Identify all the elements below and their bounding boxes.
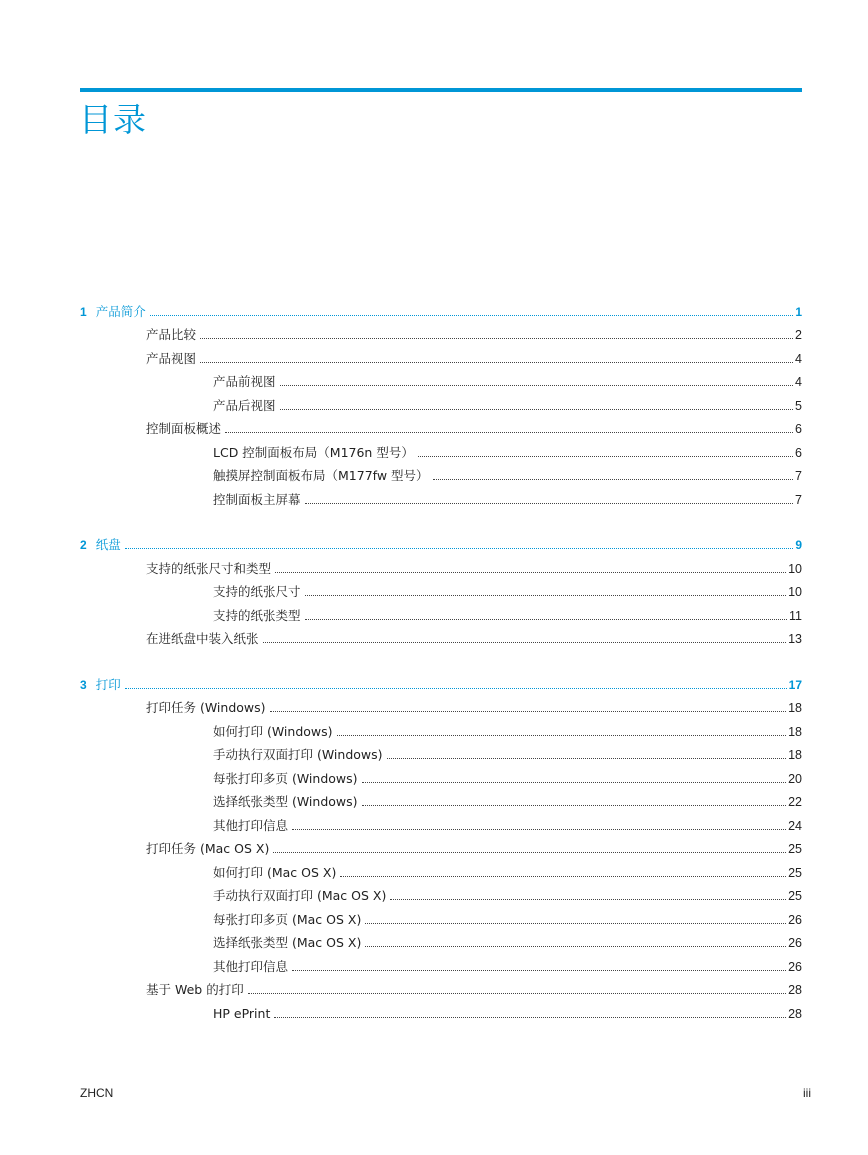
dot-leader — [292, 829, 786, 830]
toc-chapter-number: 2 — [80, 538, 87, 552]
toc-entry-label: 手动执行双面打印 (Mac OS X) — [213, 888, 387, 903]
toc-chapter-link[interactable] — [80, 296, 802, 320]
toc-entry-label: 选择纸张类型 (Windows) — [213, 794, 358, 809]
toc-entry[interactable] — [80, 975, 802, 999]
toc-entry-label: 每张打印多页 (Mac OS X) — [213, 911, 362, 927]
dot-leader — [270, 711, 787, 712]
toc-page-number: 13 — [788, 632, 802, 646]
dot-leader — [125, 548, 794, 549]
toc-entry-label: 如何打印 (Mac OS X) — [213, 864, 337, 880]
toc-chapter-title: 产品简介 — [95, 303, 146, 319]
toc-page-number: 20 — [788, 771, 802, 786]
toc-entry-label: 支持的纸张类型 — [213, 607, 301, 623]
toc-entry-label: 选择纸张类型 (Mac OS X) — [213, 935, 362, 950]
dot-leader — [263, 642, 787, 643]
toc-entry[interactable] — [80, 600, 802, 624]
dot-leader — [280, 385, 794, 386]
toc-entry[interactable] — [80, 437, 802, 461]
title-rule — [80, 88, 802, 92]
toc-entry[interactable] — [80, 763, 802, 787]
dot-leader — [387, 758, 787, 759]
dot-leader — [390, 899, 786, 900]
toc-page-number: 25 — [788, 842, 802, 856]
toc-entry-label: 手动执行双面打印 (Windows) — [213, 747, 383, 762]
dot-leader — [305, 619, 788, 620]
toc-entry-label: 如何打印 (Windows) — [213, 723, 333, 739]
toc-entry[interactable] — [80, 414, 802, 438]
toc-entry-label: HP ePrint — [213, 1005, 271, 1021]
toc-page-number: 2 — [795, 328, 802, 342]
toc-entry[interactable] — [80, 857, 802, 881]
toc-entry[interactable] — [80, 904, 802, 928]
toc-entry-label: 产品比较 — [146, 327, 197, 342]
toc-chapter — [80, 530, 802, 648]
toc-chapter-title: 打印 — [95, 676, 121, 692]
toc-entry-label: 打印任务 (Mac OS X) — [146, 841, 270, 856]
toc-entry-label: 其他打印信息 — [213, 817, 289, 833]
toc-page-number: 18 — [788, 724, 802, 739]
toc-page-number: 9 — [795, 538, 802, 552]
toc-page-number: 28 — [788, 983, 802, 997]
toc-chapter-label — [80, 677, 121, 693]
toc-page-number: 7 — [795, 469, 802, 483]
toc-page-number: 25 — [788, 889, 802, 903]
toc-chapter-number: 1 — [80, 304, 87, 319]
toc-entry[interactable] — [80, 484, 802, 508]
footer-language-code: ZHCN — [80, 1086, 114, 1100]
dot-leader — [200, 362, 793, 363]
toc-entry-label: 控制面板概述 — [146, 421, 222, 436]
dot-leader — [305, 503, 794, 504]
toc-page-number: 22 — [788, 795, 802, 809]
toc-page-number: 28 — [788, 1006, 802, 1021]
toc-entry[interactable] — [80, 461, 802, 485]
toc-page-number: 18 — [788, 748, 802, 762]
toc-entry[interactable] — [80, 693, 802, 717]
toc-page-number: 24 — [788, 818, 802, 833]
toc-entry-label: 控制面板主屏幕 — [213, 491, 301, 507]
dot-leader — [200, 338, 793, 339]
toc-chapter-number: 3 — [80, 677, 87, 692]
toc-entry[interactable] — [80, 320, 802, 344]
toc-entry-label: 在进纸盘中装入纸张 — [146, 631, 259, 646]
toc-entry-label: 打印任务 (Windows) — [146, 700, 266, 715]
dot-leader — [273, 852, 786, 853]
toc-entry[interactable] — [80, 367, 802, 391]
toc-page-number: 17 — [788, 677, 802, 692]
dot-leader — [225, 432, 793, 433]
toc-entry[interactable] — [80, 810, 802, 834]
toc-entry[interactable] — [80, 928, 802, 952]
toc-entry[interactable] — [80, 998, 802, 1022]
dot-leader — [340, 876, 786, 877]
toc-chapter-title: 纸盘 — [95, 537, 121, 552]
toc-page-number: 10 — [788, 561, 802, 576]
table-of-contents — [80, 296, 802, 1044]
toc-entry-label: 基于 Web 的打印 — [146, 982, 244, 997]
toc-entry[interactable] — [80, 577, 802, 601]
dot-leader — [292, 970, 786, 971]
toc-entry-label: 产品前视图 — [213, 374, 276, 389]
toc-page-number: 18 — [788, 701, 802, 715]
dot-leader — [365, 946, 786, 947]
toc-page-number: 4 — [795, 375, 802, 389]
dot-leader — [418, 456, 793, 457]
toc-entry[interactable] — [80, 881, 802, 905]
toc-entry-label: 每张打印多页 (Windows) — [213, 770, 358, 786]
toc-entry-label: 其他打印信息 — [213, 958, 289, 974]
toc-page-number: 11 — [789, 608, 802, 623]
toc-entry[interactable] — [80, 624, 802, 648]
dot-leader — [274, 1017, 786, 1018]
toc-chapter-label — [80, 304, 146, 320]
toc-entry[interactable] — [80, 553, 802, 577]
toc-entry[interactable] — [80, 390, 802, 414]
toc-page-number: 6 — [795, 445, 802, 460]
toc-entry[interactable] — [80, 834, 802, 858]
toc-chapter — [80, 669, 802, 1022]
dot-leader — [125, 688, 787, 689]
toc-page-number: 4 — [795, 351, 802, 366]
toc-entry[interactable] — [80, 787, 802, 811]
toc-entry-label: 触摸屏控制面板布局（M177fw 型号） — [213, 468, 429, 483]
toc-entry[interactable] — [80, 740, 802, 764]
toc-page-number: 26 — [788, 959, 802, 974]
dot-leader — [280, 409, 794, 410]
dot-leader — [433, 479, 794, 480]
toc-page-number: 25 — [788, 865, 802, 880]
toc-chapter-link[interactable] — [80, 669, 802, 693]
dot-leader — [365, 923, 786, 924]
dot-leader — [362, 805, 787, 806]
page-title: 目录 — [79, 100, 147, 139]
toc-entry[interactable] — [80, 951, 802, 975]
toc-entry[interactable] — [80, 716, 802, 740]
toc-page-number: 7 — [795, 492, 802, 507]
dot-leader — [337, 735, 787, 736]
toc-chapter-link[interactable] — [80, 530, 802, 554]
toc-entry-label: LCD 控制面板布局（M176n 型号） — [213, 444, 414, 460]
toc-page-number: 26 — [788, 936, 802, 950]
dot-leader — [150, 315, 794, 316]
toc-entry-label: 支持的纸张尺寸 — [213, 584, 301, 599]
toc-page-number: 10 — [788, 585, 802, 599]
toc-entry[interactable] — [80, 343, 802, 367]
toc-chapter-label — [80, 537, 121, 553]
toc-entry-label: 产品后视图 — [213, 397, 276, 413]
dot-leader — [275, 572, 786, 573]
footer-page-number: iii — [803, 1086, 811, 1100]
dot-leader — [305, 595, 787, 596]
toc-page-number: 5 — [795, 398, 802, 413]
toc-chapter — [80, 296, 802, 508]
toc-page-number: 6 — [795, 422, 802, 436]
dot-leader — [362, 782, 787, 783]
toc-page-number: 26 — [788, 912, 802, 927]
toc-entry-label: 支持的纸张尺寸和类型 — [146, 560, 272, 576]
toc-page-number: 1 — [795, 304, 802, 319]
toc-entry-label: 产品视图 — [146, 350, 197, 366]
dot-leader — [248, 993, 786, 994]
